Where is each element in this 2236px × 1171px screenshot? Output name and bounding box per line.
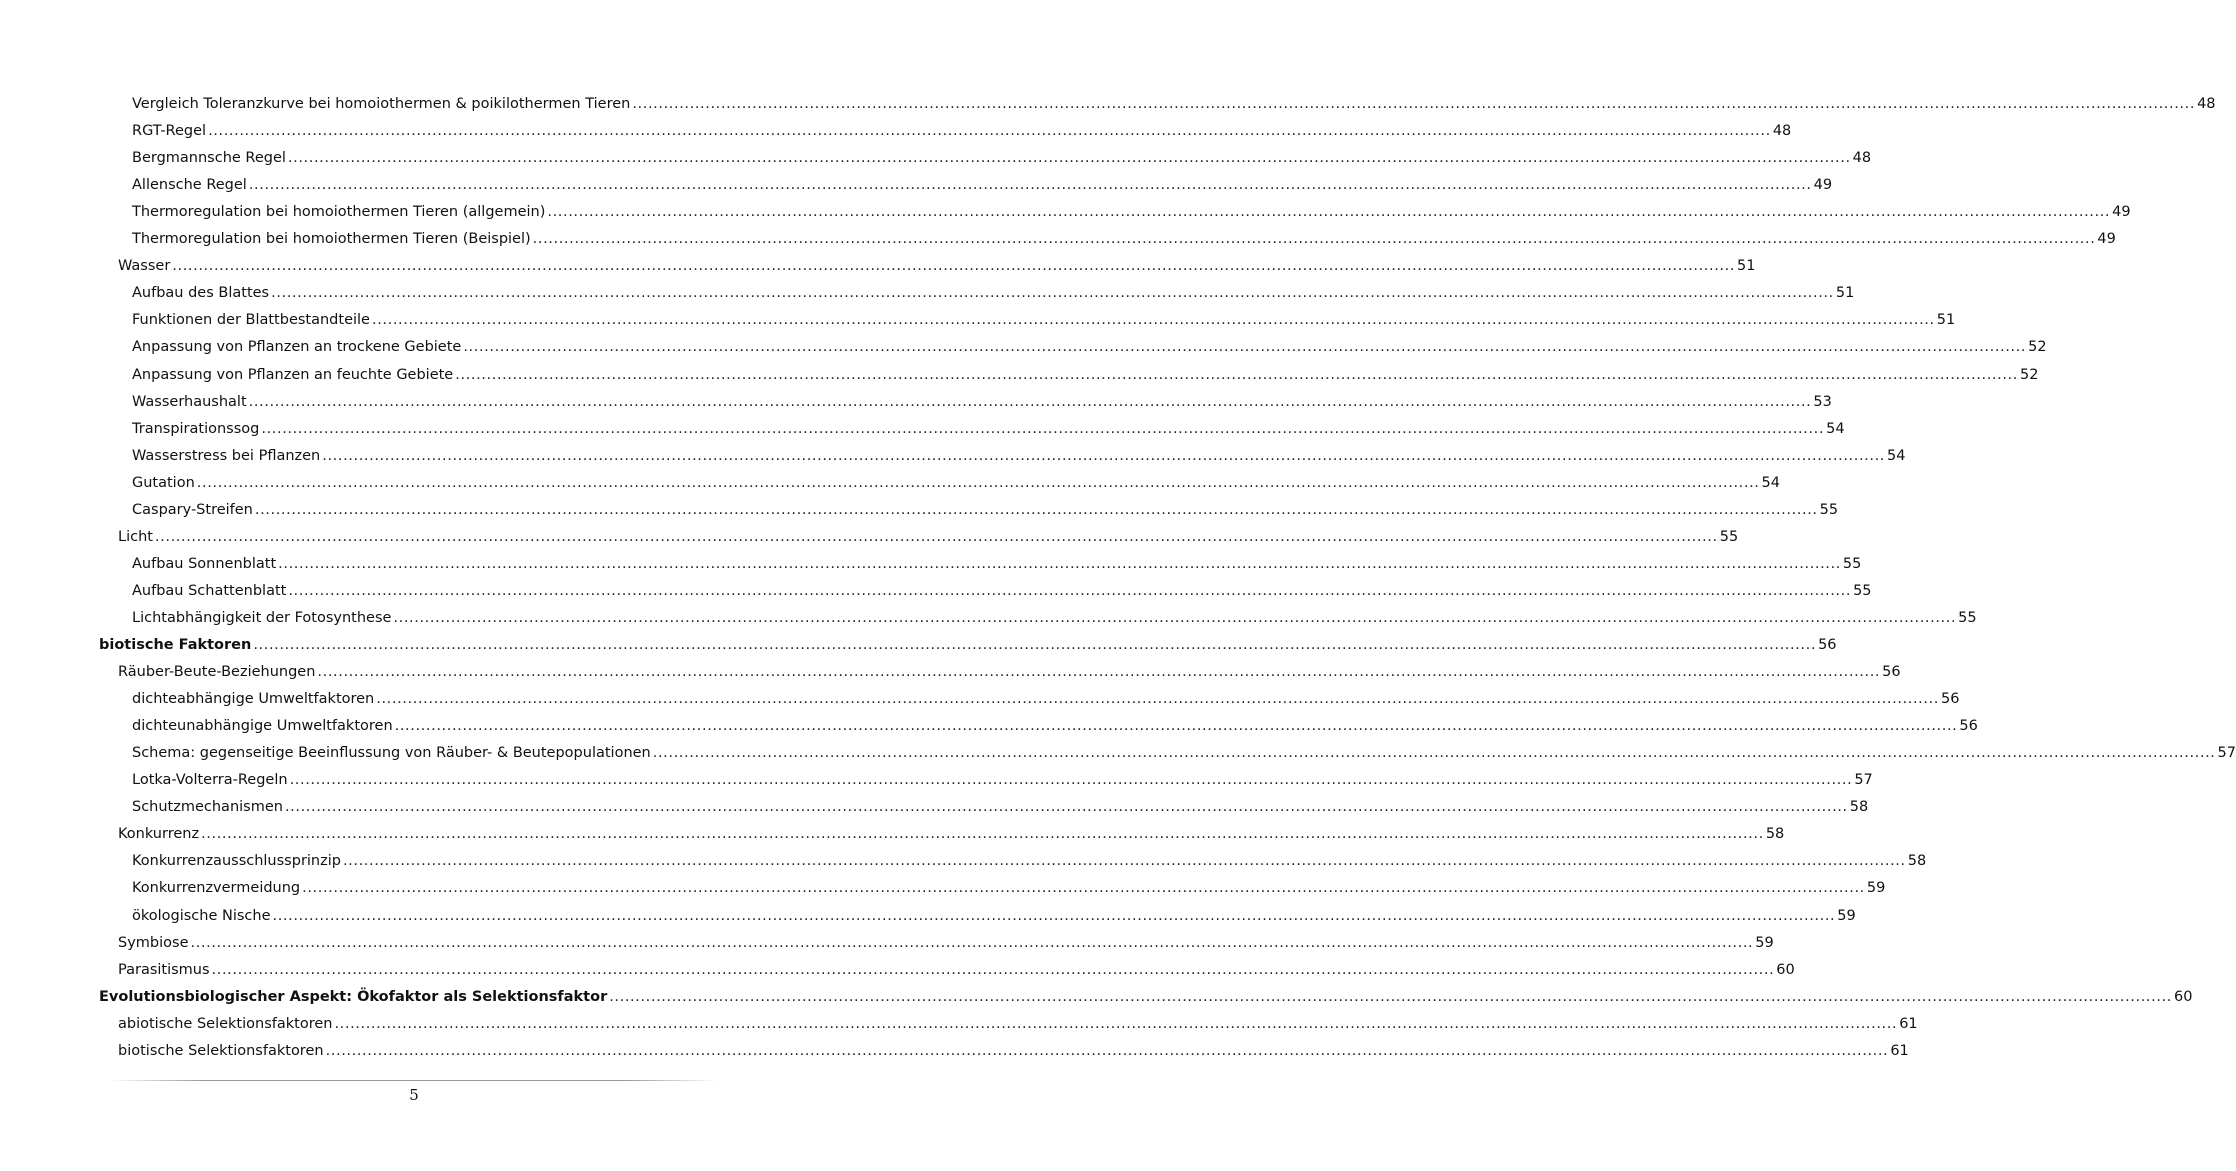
dot-leader: ............................................................................................................................................................................................................................................................................................................: [172, 258, 1736, 275]
toc-entry[interactable]: [132, 743, 2236, 763]
toc-entry[interactable]: [118, 256, 1756, 276]
toc-entry[interactable]: [132, 906, 1856, 926]
page-number: 5: [409, 1086, 419, 1104]
toc-entry[interactable]: [118, 527, 1739, 547]
toc-entry-page: 58: [1907, 853, 1927, 870]
toc-entry-page: 61: [1899, 1015, 1918, 1032]
toc-entry[interactable]: [132, 283, 1855, 303]
toc-entry-title: Räuber-Beute-Beziehungen: [118, 664, 316, 681]
toc-entry[interactable]: [118, 1041, 1909, 1061]
dot-leader: ............................................................................................................................................................................................................................................................................................................: [393, 609, 1957, 626]
toc-entry-title: Licht: [118, 528, 153, 545]
toc-entry-title: Wasserhaushalt: [132, 393, 247, 410]
toc-entry-page: 58: [1849, 799, 1869, 816]
toc-entry-title: ökologische Nische: [132, 907, 271, 924]
dot-leader: ............................................................................................................................................................................................................................................................................................................: [652, 745, 2216, 762]
dot-leader: ............................................................................................................................................................................................................................................................................................................: [288, 582, 1852, 599]
dot-leader: ............................................................................................................................................................................................................................................................................................................: [261, 420, 1825, 437]
dot-leader: ............................................................................................................................................................................................................................................................................................................: [287, 150, 1851, 167]
toc-entry[interactable]: [132, 851, 1927, 871]
toc-entry-page: 59: [1837, 907, 1856, 924]
toc-entry[interactable]: [132, 148, 1872, 168]
toc-entry[interactable]: [132, 365, 2039, 385]
toc-entry[interactable]: [132, 310, 1956, 330]
dot-leader: ............................................................................................................................................................................................................................................................................................................: [371, 312, 1935, 329]
dot-leader: ............................................................................................................................................................................................................................................................................................................: [254, 501, 1818, 518]
toc-entry[interactable]: [118, 662, 1901, 682]
toc-entry-title: Wasserstress bei Pflanzen: [132, 447, 321, 464]
toc-entry[interactable]: [132, 581, 1872, 601]
toc-entry-title: Aufbau des Blattes: [132, 285, 270, 302]
dot-leader: ............................................................................................................................................................................................................................................................................................................: [334, 1015, 1898, 1032]
toc-entry-page: 60: [2173, 988, 2193, 1005]
toc-entry-page: 51: [1737, 258, 1756, 275]
toc-entry[interactable]: [132, 608, 1977, 628]
dot-leader: ............................................................................................................................................................................................................................................................................................................: [248, 177, 1812, 194]
dot-leader: ............................................................................................................................................................................................................................................................................................................: [632, 96, 2196, 112]
toc-entry-title: Caspary-Streifen: [132, 501, 253, 518]
dot-leader: ............................................................................................................................................................................................................................................................................................................: [248, 393, 1812, 410]
toc-entry-page: 56: [1959, 718, 1978, 735]
toc-entry-page: 56: [1818, 637, 1837, 653]
dot-leader: ............................................................................................................................................................................................................................................................................................................: [289, 772, 1853, 789]
toc-entry[interactable]: [132, 121, 1792, 141]
toc-entry-page: 54: [1761, 474, 1780, 491]
dot-leader: ............................................................................................................................................................................................................................................................................................................: [278, 555, 1841, 572]
toc-entry[interactable]: [132, 229, 2116, 249]
toc-entry-page: 58: [1765, 826, 1785, 843]
toc-entry-title: Konkurrenzausschlussprinzip: [132, 853, 341, 870]
toc-entry-title: Funktionen der Blattbestandteile: [132, 312, 370, 329]
toc-entry-page: 52: [2028, 339, 2047, 356]
toc-entry-page: 60: [1776, 961, 1795, 978]
toc-entry-page: 51: [1835, 285, 1855, 302]
dot-leader: ............................................................................................................................................................................................................................................................................................................: [196, 474, 1760, 491]
toc-entry-page: 55: [1853, 582, 1872, 599]
toc-entry-page: 56: [1941, 691, 1960, 708]
toc-entry-title: biotische Faktoren: [99, 637, 252, 653]
toc-entry[interactable]: [118, 1014, 1918, 1034]
dot-leader: ............................................................................................................................................................................................................................................................................................................: [201, 826, 1764, 843]
dot-leader: ............................................................................................................................................................................................................................................................................................................: [532, 231, 2096, 248]
dot-leader: ............................................................................................................................................................................................................................................................................................................: [463, 339, 2027, 356]
toc-entry-page: 54: [1887, 447, 1906, 464]
toc-entry[interactable]: [132, 797, 1869, 817]
toc-entry[interactable]: [132, 770, 1873, 790]
dot-leader: ............................................................................................................................................................................................................................................................................................................: [325, 1042, 1889, 1059]
dot-leader: ............................................................................................................................................................................................................................................................................................................: [208, 123, 1771, 140]
toc-entry[interactable]: [132, 202, 2131, 222]
footer-divider: [110, 1080, 718, 1081]
toc-entry-title: Anpassung von Pflanzen an feuchte Gebiete: [132, 366, 454, 383]
toc-entry-page: 55: [1958, 609, 1977, 626]
toc-entry-page: 54: [1826, 420, 1845, 437]
toc-entry[interactable]: [132, 878, 1886, 898]
toc-entry-page: 48: [1772, 123, 1792, 140]
dot-leader: ............................................................................................................................................................................................................................................................................................................: [455, 366, 2018, 383]
toc-entry-title: Konkurrenzvermeidung: [132, 880, 301, 897]
toc-entry-page: 53: [1813, 393, 1832, 410]
toc-entry[interactable]: [118, 960, 1795, 980]
toc-entry[interactable]: [118, 824, 1785, 844]
toc-entry-title: abiotische Selektionsfaktoren: [118, 1015, 333, 1032]
toc-entry[interactable]: [132, 554, 1862, 574]
dot-leader: ............................................................................................................................................................................................................................................................................................................: [272, 907, 1836, 924]
toc-entry-title: RGT-Regel: [132, 123, 207, 140]
toc-entry-page: 56: [1882, 664, 1901, 681]
toc-entry-title: dichteunabhängige Umweltfaktoren: [132, 718, 393, 735]
dot-leader: ............................................................................................................................................................................................................................................................................................................: [394, 718, 1958, 735]
toc-entry-title: Schutzmechanismen: [132, 799, 283, 816]
toc-entry-title: Bergmannsche Regel: [132, 150, 286, 167]
toc-entry-title: Vergleich Toleranzkurve bei homoiothermen & poikilothermen Tieren: [132, 96, 631, 112]
toc-entry-page: 49: [1813, 177, 1833, 194]
dot-leader: ............................................................................................................................................................................................................................................................................................................: [302, 880, 1865, 897]
toc-entry-page: 57: [2217, 745, 2236, 762]
toc-entry[interactable]: [132, 175, 1833, 195]
dot-leader: ............................................................................................................................................................................................................................................................................................................: [284, 799, 1848, 816]
toc-entry[interactable]: [99, 987, 2193, 1007]
toc-entry-title: Thermoregulation bei homoiothermen Tieren (allgemein): [132, 204, 546, 221]
toc-entry-page: 59: [1866, 880, 1886, 897]
toc-entry-title: Aufbau Sonnenblatt: [132, 555, 277, 572]
dot-leader: ............................................................................................................................................................................................................................................................................................................: [190, 934, 1754, 951]
toc-entry-title: Transpirationssog: [132, 420, 260, 437]
toc-entry-title: Lichtabhängigkeit der Fotosynthese: [132, 609, 392, 626]
toc-entry-title: dichteabhängige Umweltfaktoren: [132, 691, 375, 708]
toc-entry-page: 49: [2097, 231, 2116, 248]
dot-leader: ............................................................................................................................................................................................................................................................................................................: [376, 691, 1940, 708]
dot-leader: ............................................................................................................................................................................................................................................................................................................: [322, 447, 1885, 464]
toc-entry-title: Konkurrenz: [118, 826, 200, 843]
toc-entry[interactable]: [118, 933, 1774, 953]
toc-entry-page: 57: [1854, 772, 1873, 789]
toc-entry-title: biotische Selektionsfaktoren: [118, 1042, 324, 1059]
toc-entry-title: Evolutionsbiologischer Aspekt: Ökofaktor als Selektionsfaktor: [99, 988, 608, 1005]
toc-entry[interactable]: [132, 446, 1906, 466]
dot-leader: ............................................................................................................................................................................................................................................................................................................: [211, 961, 1775, 978]
toc-entry[interactable]: [132, 392, 1832, 412]
dot-leader: ............................................................................................................................................................................................................................................................................................................: [317, 664, 1881, 681]
toc-entry-page: 55: [1819, 501, 1839, 518]
toc-entry-title: Anpassung von Pflanzen an trockene Gebiete: [132, 339, 462, 356]
toc-entry-title: Parasitismus: [118, 961, 210, 978]
toc-entry[interactable]: [132, 337, 2047, 357]
toc-entry-page: 49: [2112, 204, 2131, 221]
toc-entry-title: Symbiose: [118, 934, 189, 951]
toc-entry-page: 51: [1936, 312, 1956, 329]
toc-entry-page: 48: [2197, 96, 2216, 112]
toc-entry[interactable]: [132, 500, 1839, 520]
toc-entry[interactable]: [132, 94, 2216, 114]
toc-entry-title: Schema: gegenseitige Beeinflussung von Räuber- & Beutepopulationen: [132, 745, 651, 762]
toc-entry[interactable]: [132, 419, 1845, 439]
toc-entry[interactable]: [99, 635, 1837, 655]
toc-entry-page: 48: [1852, 150, 1872, 167]
toc-entry-page: 61: [1890, 1042, 1909, 1059]
toc-entry-title: Gutation: [132, 474, 195, 491]
toc-entry-title: Aufbau Schattenblatt: [132, 582, 287, 599]
dot-leader: ............................................................................................................................................................................................................................................................................................................: [342, 853, 1906, 870]
toc-entry[interactable]: [132, 473, 1780, 493]
dot-leader: ............................................................................................................................................................................................................................................................................................................: [547, 204, 2111, 221]
toc-entry-title: Wasser: [118, 258, 171, 275]
toc-entry-page: 52: [2019, 366, 2039, 383]
dot-leader: ............................................................................................................................................................................................................................................................................................................: [253, 637, 1817, 653]
toc-entry-title: Thermoregulation bei homoiothermen Tieren (Beispiel): [132, 231, 531, 248]
toc-entry-title: Allensche Regel: [132, 177, 247, 194]
toc-entry[interactable]: [132, 716, 1978, 736]
toc-entry-title: Lotka-Volterra-Regeln: [132, 772, 288, 789]
dot-leader: ............................................................................................................................................................................................................................................................................................................: [609, 988, 2172, 1005]
dot-leader: ............................................................................................................................................................................................................................................................................................................: [154, 528, 1718, 545]
toc-entry[interactable]: [132, 689, 1960, 709]
toc-entry-page: 59: [1755, 934, 1774, 951]
toc-entry-page: 55: [1719, 528, 1739, 545]
dot-leader: ............................................................................................................................................................................................................................................................................................................: [271, 285, 1834, 302]
toc-entry-page: 55: [1842, 555, 1862, 572]
